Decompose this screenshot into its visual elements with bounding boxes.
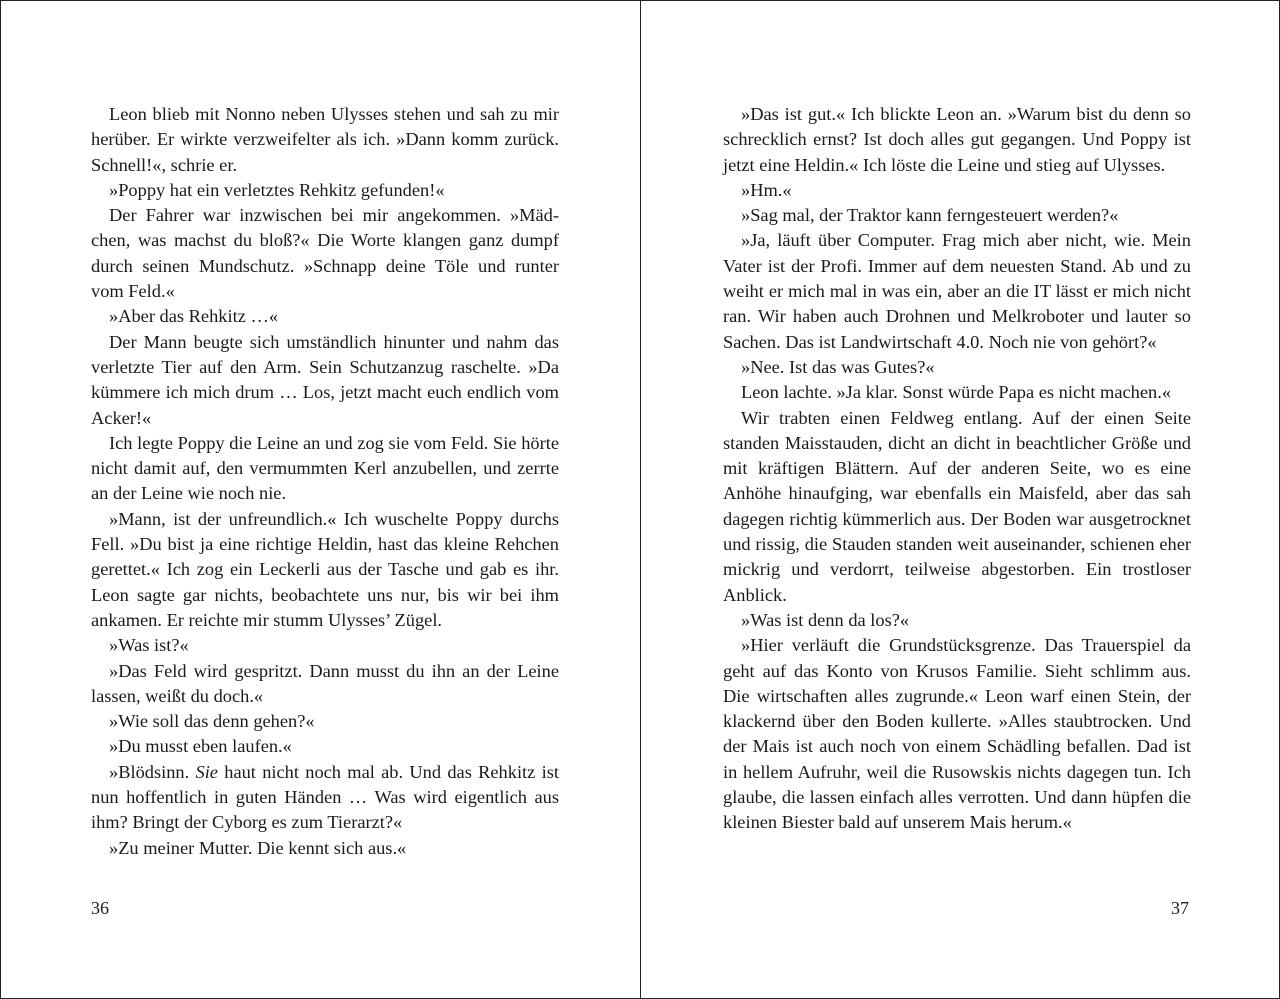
paragraph: »Hier verläuft die Grundstücksgrenze. Das Trauerspiel da geht auf das Konto von Krusos Familie. Sieht schlimm aus. Die wirtschaften alles zugrunde.« Leon warf einen Stein, der klackernd über den Boden kullerte. »Alles staubtrocken. Und der Mais ist auch noch von einem Schädling befallen. Dad ist in hellem Aufruhr, weil die Rusowskis nichts dagegen tun. Ich glaube, die lassen einfach alles verrotten. Und dann hüpfen die kleinen Biester bald auf unserem Mais herum.«: [723, 635, 1191, 833]
page-number-right: 37: [1171, 898, 1189, 918]
paragraph-text: haut nicht noch mal ab. Und das Rehkitz ist nun hoffentlich in guten Händen … Was wird eigentlich aus ihm? Bringt der Cyborg es zum Tierarzt?«: [91, 761, 559, 833]
emphasized-word: Sie: [195, 761, 218, 782]
paragraph: »Ja, läuft über Computer. Frag mich aber nicht, wie. Mein Vater ist der Profi. Immer auf dem neuesten Stand. Ab und zu weiht er mich mal in was ein, aber an die IT lässt er mich nicht ran. Wir haben auch Drohnen und Melkroboter und lauter so Sachen. Das ist Landwirtschaft 4.0. Noch nie von gehört?«: [723, 230, 1191, 352]
paragraph-text: »Blödsinn.: [109, 761, 196, 782]
paragraph: »Wie soll das denn gehen?«: [109, 711, 315, 732]
paragraph: »Nee. Ist das was Gutes?«: [741, 356, 935, 377]
right-page-text: [723, 102, 1191, 836]
paragraph: »Poppy hat ein verletztes Rehkitz gefunden!«: [109, 179, 445, 200]
paragraph: Leon lachte. »Ja klar. Sonst würde Papa es nicht machen.«: [741, 382, 1172, 403]
paragraph: »Zu meiner Mutter. Die kennt sich aus.«: [109, 837, 407, 858]
paragraph: »Was ist denn da los?«: [741, 609, 910, 630]
paragraph: »Das Feld wird gespritzt. Dann musst du ihn an der Leine lassen, weißt du doch.«: [91, 660, 559, 706]
paragraph: »Du musst eben laufen.«: [109, 736, 292, 757]
paragraph: »Das ist gut.« Ich blickte Leon an. »Warum bist du denn so schrecklich ernst? Ist doch alles gut gegangen. Und Poppy ist jetzt eine Heldin.« Ich löste die Leine und stieg auf Ulysses.: [723, 104, 1191, 175]
paragraph: Leon blieb mit Nonno neben Ulysses stehen und sah zu mir herüber. Er wirkte verzweifelter als ich. »Dann komm zurück. Schnell!«, schrie er.: [91, 104, 559, 175]
paragraph: Der Mann beugte sich umständlich hinunter und nahm das verletzte Tier auf den Arm. Sein Schutzanzug raschelte. »Da kümmere ich mich drum … Los, jetzt macht euch endlich vom Acker!«: [91, 331, 559, 428]
left-page-text: [91, 102, 559, 861]
page-gutter-divider: [640, 1, 641, 998]
paragraph: »Mann, ist der unfreundlich.« Ich wuschelte Poppy durchs Fell. »Du bist ja eine richtige Heldin, hast das kleine Rehchen gerettet.« Ich zog ein Leckerli aus der Tasche und gab es ihr. Leon sagte gar nichts, beobachtete uns nur, bis wir bei ihm ankamen. Er reichte mir stumm Ulysses’ Zügel.: [91, 508, 559, 630]
paragraph: »Hm.«: [741, 179, 792, 200]
paragraph: »Sag mal, der Traktor kann ferngesteuert werden?«: [741, 205, 1119, 226]
page-number-left: 36: [91, 898, 109, 918]
paragraph: Wir trabten einen Feldweg entlang. Auf der einen Seite standen Maisstauden, dicht an dicht in beachtlicher Größe und mit kräftigen Blättern. Auf der anderen Seite, wo es eine Anhöhe hinaufging, war ebenfalls ein Maisfeld, aber das sah dagegen richtig kümmerlich aus. Der Boden war ausgetrocknet und rissig, die Stauden standen weit auseinander, schienen eher mickrig und verdorrt, teilweise abgestorben. Ein trostloser Anblick.: [723, 407, 1191, 605]
paragraph: Der Fahrer war inzwischen bei mir angekommen. »Mädchen, was machst du bloß?« Die Worte klangen ganz dumpf durch seinen Mundschutz. »Schnapp deine Töle und runter vom Feld.«: [91, 205, 559, 302]
paragraph-blodsinn: [91, 760, 559, 836]
paragraph: Ich legte Poppy die Leine an und zog sie vom Feld. Sie hörte nicht damit auf, den vermummten Kerl anzubellen, und zerrte an der Leine wie noch nie.: [91, 432, 559, 504]
paragraph: »Was ist?«: [109, 635, 189, 656]
paragraph: »Aber das Rehkitz …«: [109, 306, 279, 327]
